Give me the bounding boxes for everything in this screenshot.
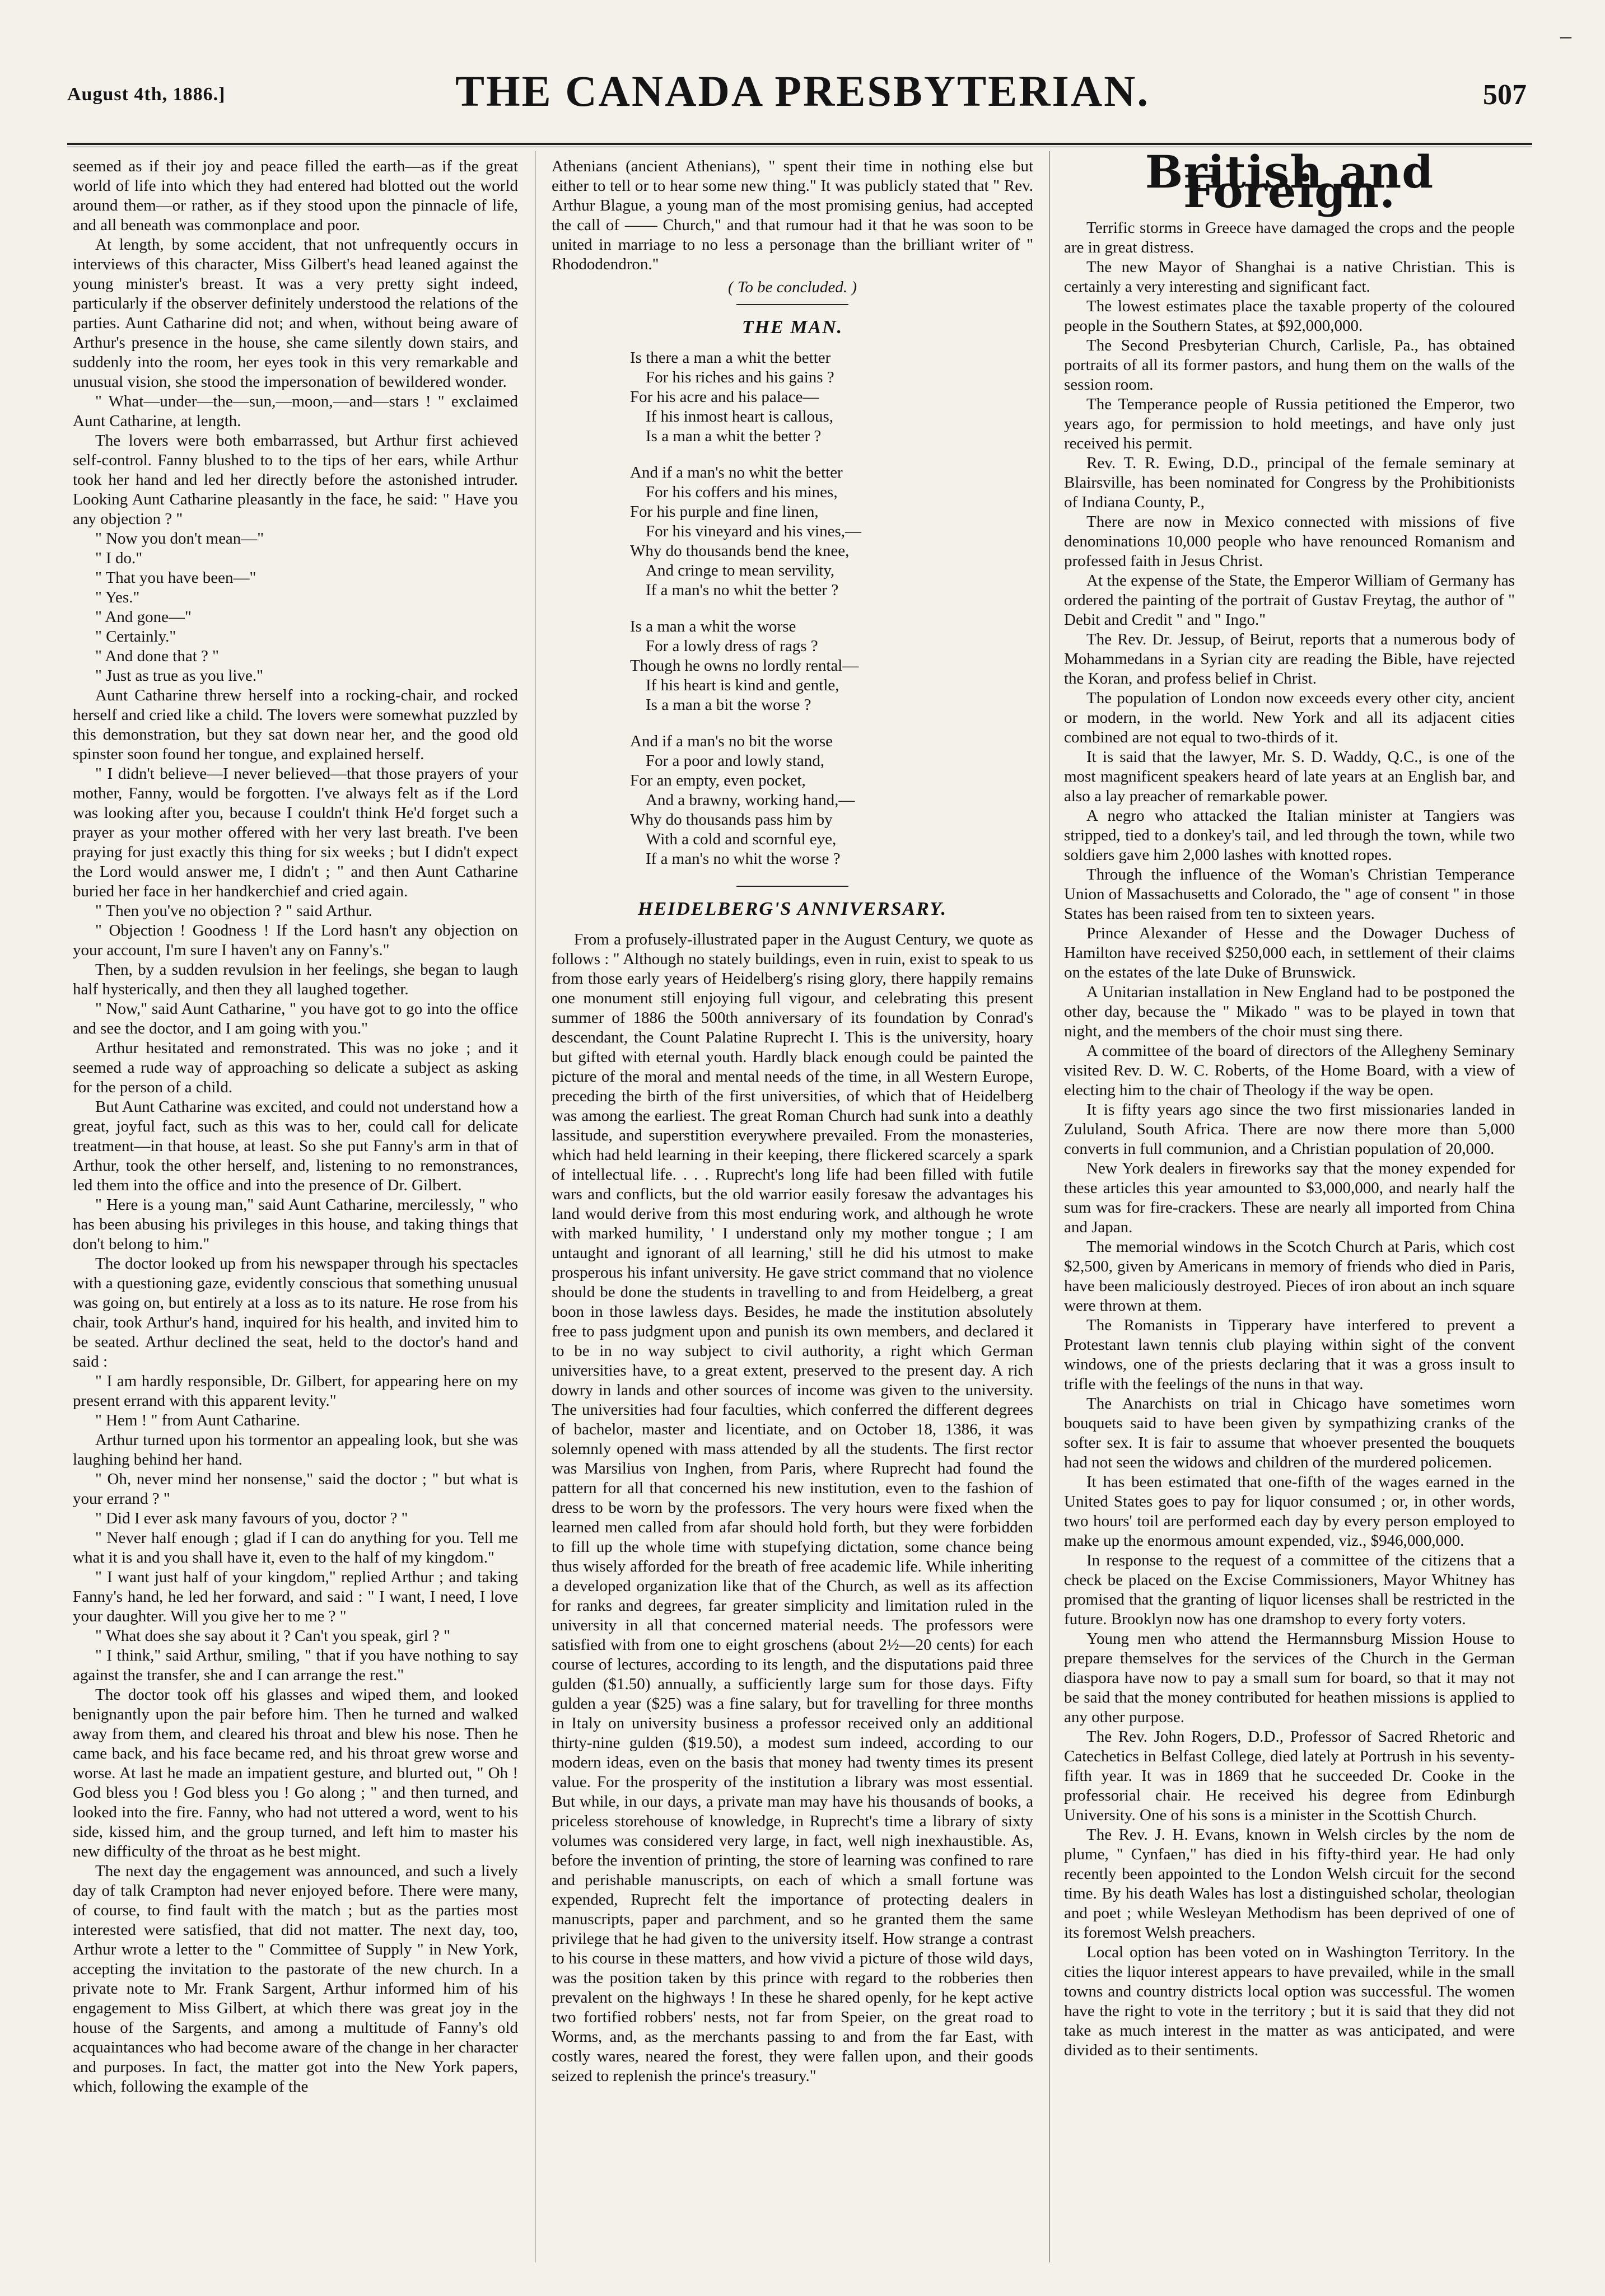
- poem-line: Though he owns no lordly rental—: [630, 657, 859, 675]
- heidelberg-article-text: From a profusely-illustrated paper in the August Century, we quote as follows : " Although no stately buildings, even in ruin, exist to speak to us from those early years of Heidelberg's rising glory, there happily remains one monument still enjoying full vigour, and celebrating this present summer of 1886 the 500th anniversary of its foundation by Conrad's descendant, the Count Palatine Ruprecht I. This is the university, hoary but gifted with eternal youth. Hardly black enough could be painted the picture of the moral and mental needs of the time, in all Western Europe, preceding the birth of the first universities, of which that of Heidelberg was among the earliest. The great Roman Church had sunk into a deathly lassitude, and superstition everywhere prevailed. From the monasteries, which had held learning in their keeping, there flickered scarcely a spark of intellectual life. . . . Ruprecht's long life had been filled with futile wars and conflicts, but the old warrior easily foresaw the advantages his land would derive from this most enduring work, and although he wrote with marked humility, ' I understand only my mother tongue ; I am untaught and ignorant of all learning,' still he did his utmost to make prosperous his infant university. He gave strict command that no violence should be done the students in travelling to and from Heidelberg, a great boon in those lawless days. Besides, he made the institution absolutely free to pass judgment upon and punish its own members, and declared it to be in no way subject to civil authority, a right which German universities have, to a great extent, preserved to the present day. A rich dowry in lands and other sources of income was given to the university. The universities had four faculties, which conferred the different degrees of bachelor, master and licentiate, and on October 18, 1386, it was solemnly opened with mass attended by all the students. The first rector was Marsilius von Inghen, from Paris, where Ruprecht had found the pattern for all that concerned his new institution, even to the fashion of dress to be worn by the professors. The very hours were fixed when the learned men called from afar should hold forth, but they were forbidden to fill up the whole time with stupefying dictation, some chance being thus wisely afforded for the breath of free academic life. While inheriting a developed organization like that of the Church, as well as its affection for ranks and degrees, far greater simplicity and limitation ruled in the university in all that concerned material needs. The professors were satisfied with from one to eight groschens (about 2½—20 cents) for each course of lectures, according to its length, and the disputations paid three gulden ($1.50) annually, a sufficiently large sum for those days. Fifty gulden a year ($25) was a fine salary, but for travelling for three months in Italy on university business a professor received only an additional thirty-nine gulden ($19.50), a modest sum indeed, according to our modern ideas, even on the basis that money had twenty times its present value. For the prosperity of the institution a library was most essential. But while, in our days, a private man may have his thousands of books, a priceless storehouse of knowledge, in Ruprecht's time a library of sixty volumes was considered very large, in fact, well nigh inexhaustible. As, before the invention of printing, the store of learning was confined to rare and perishable manuscripts, on each of which a small fortune was expended, Ruprecht felt the importance of protecting dealers in manuscripts, paper and parchment, and so he granted them the same privilege that he had given to the university itself. How strange a contrast to his course in these matters, and how vivid a picture of those wild days, was the position taken by this prince with regard to the robberies then prevalent on the highways ! In these he shared openly, for he kept active two fortified robbers' nests, not far from Speier, on the great road to Worms, and, as the merchants passing to and from the far East, with costly wares, neared the forest, they were fallen upon, and their goods seized to replenish the prince's treasury.": [552, 930, 1033, 2085]
- news-item: The Rev. J. H. Evans, known in Welsh circles by the nom de plume, " Cynfaen," has died in his fifty-third year. He had only recently been appointed to the London Welsh circuit for the second time. By his death Wales has lost a distinguished scholar, theologian and poet ; while Wesleyan Methodism has been deprived of one of its foremost Welsh preachers.: [1064, 1826, 1515, 1942]
- story-paragraph: " I think," said Arthur, smiling, " that if you have nothing to say against the transfer, she and I can arrange the rest.": [73, 1647, 518, 1684]
- story-paragraph: " I am hardly responsible, Dr. Gilbert, for appearing here on my present errand with this apparent levity.": [73, 1372, 518, 1410]
- story-paragraph: " What—under—the—sun,—moon,—and—stars ! " exclaimed Aunt Catharine, at length.: [73, 392, 518, 430]
- story-paragraph: " Objection ! Goodness ! If the Lord hasn't any objection on your account, I'm sure I haven't any on Fanny's.": [73, 922, 518, 959]
- news-items: [1064, 218, 1515, 2060]
- news-item: Terrific storms in Greece have damaged the crops and the people are in great distress.: [1064, 219, 1515, 256]
- section-rule: [736, 304, 848, 305]
- story-paragraph: " Yes.": [95, 588, 140, 606]
- article-title: HEIDELBERG'S ANNIVERSARY.: [638, 899, 947, 919]
- story-paragraph: " That you have been—": [95, 569, 256, 587]
- poem-line: For his coffers and his mines,: [646, 483, 838, 501]
- news-item: New York dealers in fireworks say that the money expended for these articles this year amounted to $3,000,000, and nearly half the sum was for fire-crackers. These are nearly all imported from China and Japan.: [1064, 1159, 1515, 1236]
- poem-line: For his acre and his palace—: [630, 388, 819, 406]
- story-conclusion-text: Athenians (ancient Athenians), " spent their time in nothing else but either to tell or to hear some new thing." It was publicly stated that " Rev. Arthur Blague, a young man of the most promising genius, had accepted the call of —— Church," and that rumour had it that he was soon to be united in marriage to no less a personage than the brilliant writer of " Rhododendron.": [552, 157, 1033, 273]
- news-item: It is said that the lawyer, Mr. S. D. Waddy, Q.C., is one of the most magnificent speakers heard of late years at an English bar, and also a lay preacher of remarkable power.: [1064, 748, 1515, 805]
- news-item: A Unitarian installation in New England had to be postponed the other day, because the " Mikado " was to be played in town that night, and the members of the choir must sing there.: [1064, 983, 1515, 1040]
- poem-line: If a man's no whit the better ?: [646, 581, 839, 599]
- story-column: [73, 157, 518, 2097]
- section-rule: [736, 886, 848, 887]
- story-paragraph: The lovers were both embarrassed, but Arthur first achieved self-control. Fanny blushed to to the tips of her ears, while Arthur took her hand and led her directly before the astonished intruder. Looking Aunt Catharine pleasantly in the face, he said: " Have you any objection ? ": [73, 432, 518, 528]
- poem-stanza: [630, 617, 1033, 715]
- british-foreign-column: [1064, 146, 1515, 2060]
- story-paragraph: Arthur hesitated and remonstrated. This was no joke ; and it seemed a rude way of approaching so delicate a subject as asking for the person of a child.: [73, 1039, 518, 1096]
- news-item: The lowest estimates place the taxable property of the coloured people in the Southern States, at $92,000,000.: [1064, 297, 1515, 335]
- poem-line: Why do thousands bend the knee,: [630, 542, 850, 560]
- story-paragraph: seemed as if their joy and peace filled the earth—as if the great world of life into which they had entered had blotted out the world around them—or rather, as if they stood upon the pinnacle of life, and all beneath was commonplace and poor.: [73, 157, 518, 234]
- story-paragraph: But Aunt Catharine was excited, and could not understand how a great, joyful fact, such as this was to her, could call for delicate treatment—in that house, at least. So she put Fanny's arm in that of Arthur, took the other herself, and, listening to no remonstrances, led them into the office and into the presence of Dr. Gilbert.: [73, 1098, 518, 1194]
- poem-title: THE MAN.: [741, 317, 843, 338]
- poem-line: Is there a man a whit the better: [630, 349, 831, 367]
- story-paragraph: " I want just half of your kingdom," replied Arthur ; and taking Fanny's hand, he led her forward, and said : " I want, I need, I love your daughter. Will you give her to me ? ": [73, 1568, 518, 1625]
- news-item: Through the influence of the Woman's Christian Temperance Union of Massachusetts and Colorado, the " age of consent " in those States has been raised from ten to sixteen years.: [1064, 866, 1515, 923]
- news-item: A negro who attacked the Italian minister at Tangiers was stripped, tied to a donkey's tail, and led through the town, while two soldiers gave him 2,000 lashes with knotted ropes.: [1064, 807, 1515, 864]
- news-item: Prince Alexander of Hesse and the Dowager Duchess of Hamilton have received $250,000 each, in settlement of their claims on the estates of the late Duke of Brunswick.: [1064, 924, 1515, 981]
- story-paragraph: " Did I ever ask many favours of you, doctor ? ": [95, 1509, 408, 1527]
- story-paragraph: The doctor took off his glasses and wiped them, and looked benignantly upon the pair before him. Then he turned and walked away from them, and cleared his throat and blew his nose. Then he came back, and his face became red, and his throat grew worse and worse. At last he made an impatient gesture, and blurted out, " Oh ! God bless you ! God bless you ! Go along ; " and then turned, and looked into the fire. Fanny, who had not uttered a word, went to his side, kissed him, and the group turned, and left him to master his new difficulty of the throat as he best might.: [73, 1686, 518, 1860]
- news-item: It has been estimated that one-fifth of the wages earned in the United States goes to pay for liquor consumed ; or, in other words, two hours' toil are performed each day by every person employed to make up the enormous amount expended, viz., $946,000,000.: [1064, 1473, 1515, 1550]
- poem-line: If his heart is kind and gentle,: [646, 676, 839, 694]
- story-paragraph: " I didn't believe—I never believed—that those prayers of your mother, Fanny, would be forgotten. I've always felt as if the Lord was looking after you, because I couldn't think He'd forget such a prayer as your mother offered with her very last breath. I've been praying for just exactly this thing for six weeks ; but I didn't expect the Lord would answer me, I didn't ; " and then Aunt Catharine buried her face in her handkerchief and cried again.: [73, 765, 518, 900]
- masthead-title: THE CANADA PRESBYTERIAN.: [455, 67, 1150, 115]
- story-paragraph: " And done that ? ": [95, 647, 219, 665]
- story-paragraph: " Never half enough ; glad if I can do anything for you. Tell me what it is and you shall have it, even to the half of my kingdom.": [73, 1529, 518, 1566]
- news-item: Local option has been voted on in Washington Territory. In the cities the liquor interest appears to have prevailed, while in the small towns and country districts local option was successful. The women have the right to vote in the territory ; but it is said that they did not take as much interest in the matter as was anticipated, and were divided as to their sentiments.: [1064, 1943, 1515, 2059]
- news-item: The Rev. John Rogers, D.D., Professor of Sacred Rhetoric and Catechetics in Belfast College, died lately at Portrush in his seventy-fifth year. It was in 1869 that he succeeded Dr. Cooke in the professorial chair. He received his degree from Edinburgh University. One of his sons is a minister in the Scottish Church.: [1064, 1728, 1515, 1824]
- story-paragraph: " Hem ! " from Aunt Catharine.: [95, 1411, 300, 1429]
- news-item: At the expense of the State, the Emperor William of Germany has ordered the painting of the portrait of Gustav Freytag, the author of " Debit and Credit " and " Ingo.": [1064, 572, 1515, 629]
- story-paragraph: " I do.": [95, 549, 143, 567]
- poem-stanza: [630, 348, 1033, 446]
- news-item: There are now in Mexico connected with missions of five denominations 10,000 people who have renounced Romanism and professed faith in Jesus Christ.: [1064, 513, 1515, 570]
- news-item: The population of London now exceeds every other city, ancient or modern, in the world. New York and all its adjacent cities combined are not equal to two-thirds of it.: [1064, 689, 1515, 746]
- poem-line: For his vineyard and his vines,—: [646, 522, 862, 540]
- poem-line: For his purple and fine linen,: [630, 503, 819, 521]
- story-paragraph: " Oh, never mind her nonsense," said the doctor ; " but what is your errand ? ": [73, 1470, 518, 1508]
- news-item: It is fifty years ago since the two first missionaries landed in Zululand, South Africa. There are now there more than 5,000 converts in full communion, and a Christian population of 20,000.: [1064, 1101, 1515, 1158]
- news-item: The memorial windows in the Scotch Church at Paris, which cost $2,500, given by Americans in memory of friends who died in Paris, have been maliciously destroyed. Pieces of iron about an inch square were thrown at them.: [1064, 1238, 1515, 1315]
- story-paragraph: " Certainly.": [95, 628, 176, 646]
- poem-line: Is a man a whit the better ?: [646, 427, 822, 445]
- poem-line: If his inmost heart is callous,: [646, 408, 834, 425]
- story-paragraph: " And gone—": [95, 608, 192, 626]
- story-paragraph: " Now," said Aunt Catharine, " you have got to go into the office and see the doctor, and I am going with you.": [73, 1000, 518, 1037]
- margin-mark: –: [1560, 23, 1571, 48]
- poem-line: And if a man's no bit the worse: [630, 732, 833, 750]
- story-paragraph: " Here is a young man," said Aunt Catharine, mercilessly, " who has been abusing his privileges in this house, and taking things that don't belong to him.": [73, 1196, 518, 1253]
- to-be-concluded-note: ( To be concluded. ): [727, 278, 857, 296]
- poem-line: Is a man a bit the worse ?: [646, 696, 811, 714]
- story-paragraph: The next day the engagement was announced, and such a lively day of talk Crampton had never enjoyed before. There were many, of course, to find fault with the match ; but as the parties most interested were satisfied, that did not matter. The next day, too, Arthur wrote a letter to the " Committee of Supply " in New York, accepting the invitation to the pastorate of the new church. In a private note to Mr. Frank Sargent, Arthur informed him of his engagement to Miss Gilbert, at which there was great joy in the house of the Sargents, and among a multitude of Fanny's old acquaintances who had become aware of the change in her character and purposes. In fact, the matter got into the New York papers, which, following the example of the: [73, 1862, 518, 2096]
- news-item: The Romanists in Tipperary have interfered to prevent a Protestant lawn tennis club playing within sight of the convent windows, one of the priests declaring that it was a gross insult to trifle with the feelings of the nuns in that way.: [1064, 1316, 1515, 1393]
- middle-column: [552, 157, 1033, 2086]
- poem-line: And cringe to mean servility,: [646, 562, 835, 579]
- news-item: The Rev. Dr. Jessup, of Beirut, reports that a numerous body of Mohammedans in a Syrian city are reading the Bible, have rejected the Koran, and profess belief in Christ.: [1064, 630, 1515, 688]
- story-paragraph: " What does she say about it ? Can't you speak, girl ? ": [95, 1627, 451, 1645]
- news-item: The Second Presbyterian Church, Carlisle, Pa., has obtained portraits of all its former pastors, and hung them on the walls of the session room.: [1064, 336, 1515, 394]
- story-paragraph: The doctor looked up from his newspaper through his spectacles with a questioning gaze, evidently conscious that something unusual was going on, but entirely at a loss as to its nature. He rose from his chair, took Arthur's hand, inquired for his health, and invited him to be seated. Arthur declined the seat, held to the doctor's hand and said :: [73, 1255, 518, 1371]
- poem-line: Is a man a whit the worse: [630, 618, 796, 635]
- section-heading: British and Foreign.: [1145, 146, 1434, 218]
- poem-line: For a poor and lowly stand,: [646, 752, 824, 770]
- poem-line: And if a man's no whit the better: [630, 464, 843, 481]
- poem-line: For a lowly dress of rags ?: [646, 637, 818, 655]
- story-paragraph: " Then you've no objection ? " said Arthur.: [95, 902, 372, 920]
- news-item: Rev. T. R. Ewing, D.D., principal of the female seminary at Blairsville, has been nominated for Congress by the Prohibitionists of Indiana County, P.,: [1064, 454, 1515, 511]
- poem-stanza: [630, 463, 1033, 600]
- page-number: 507: [1483, 79, 1527, 111]
- news-item: In response to the request of a committee of the citizens that a check be placed on the Excise Commissioners, Mayor Whitney has promised that the granting of liquor licenses shall be restricted in the future. Brooklyn now has one dramshop to every forty voters.: [1064, 1551, 1515, 1628]
- issue-date: August 4th, 1886.]: [67, 84, 226, 105]
- story-paragraph: " Just as true as you live.": [95, 667, 263, 685]
- news-item: The Temperance people of Russia petitioned the Emperor, two years ago, for permission to hold meetings, and have only just received his permit.: [1064, 395, 1515, 452]
- poem-line: For his riches and his gains ?: [646, 368, 834, 386]
- poem-line: And a brawny, working hand,—: [646, 791, 855, 809]
- poem-line: For an empty, even pocket,: [630, 771, 806, 789]
- news-item: The Anarchists on trial in Chicago have sometimes worn bouquets said to have been given by sympathizing cranks of the softer sex. It is fair to assume that whoever presented the bouquets had not seen the widows and children of the murdered policemen.: [1064, 1395, 1515, 1471]
- story-paragraph: Arthur turned upon his tormentor an appealing look, but she was laughing behind her hand.: [73, 1431, 518, 1469]
- poem-stanza: [630, 732, 1033, 869]
- poem-line: Why do thousands pass him by: [630, 811, 833, 829]
- poem-line: If a man's no whit the worse ?: [646, 850, 841, 868]
- news-item: The new Mayor of Shanghai is a native Christian. This is certainly a very interesting and significant fact.: [1064, 258, 1515, 296]
- story-paragraph: At length, by some accident, that not unfrequently occurs in interviews of this character, Miss Gilbert's head leaned against the young minister's breast. It was a very pretty sight indeed, particularly if the observer definitely understood the relations of the parties. Aunt Catharine did not; and when, without being aware of Arthur's presence in the house, she came silently down stairs, and suddenly into the room, her eyes took in this very remarkable and unusual vision, she stood the impersonation of bewildered wonder.: [73, 236, 518, 391]
- poem-line: With a cold and scornful eye,: [646, 830, 837, 848]
- story-paragraph: " Now you don't mean—": [95, 530, 264, 548]
- news-item: A committee of the board of directors of the Allegheny Seminary visited Rev. D. W. C. Roberts, of the Home Board, with a view of electing him to the chair of Theology if the way be open.: [1064, 1042, 1515, 1099]
- story-paragraph: Then, by a sudden revulsion in her feelings, she began to laugh half hysterically, and then they all laughed together.: [73, 961, 518, 998]
- story-paragraph: Aunt Catharine threw herself into a rocking-chair, and rocked herself and cried like a child. The lovers were somewhat puzzled by this demonstration, but they sat down near her, and the good old spinster soon found her tongue, and explained herself.: [73, 686, 518, 763]
- news-item: Young men who attend the Hermannsburg Mission House to prepare themselves for the services of the Church in the German diaspora have now to pay a small sum for board, so that it may not be said that the money contributed for heathen missions is applied to any other purpose.: [1064, 1630, 1515, 1726]
- header-rule: [67, 143, 1532, 145]
- poem: [552, 348, 1033, 869]
